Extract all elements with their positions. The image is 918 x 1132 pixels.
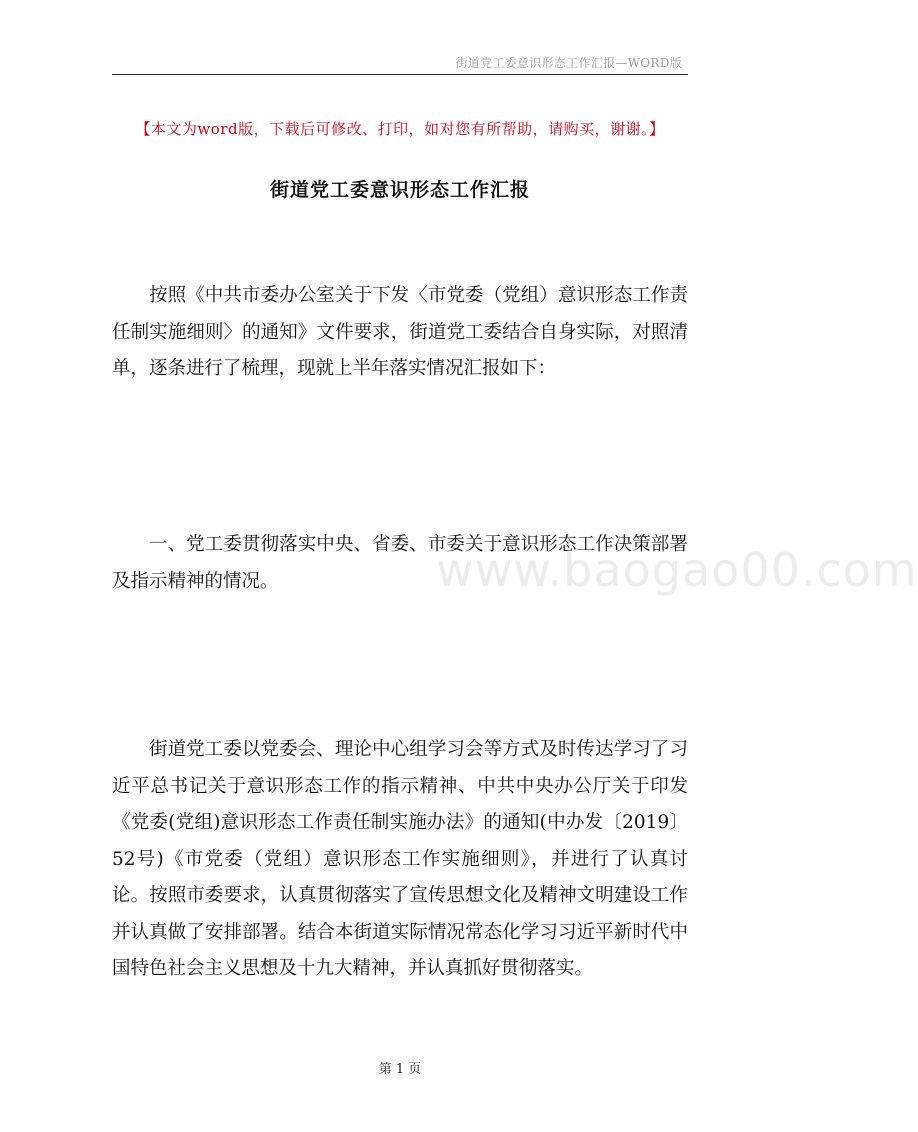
word-version-notice: 【本文为word版，下载后可修改、打印，如对您有所帮助，请购买，谢谢。】 [135, 120, 665, 138]
paragraph-body: 街道党工委以党委会、理论中心组学习会等方式及时传达学习了习近平总书记关于意识形态工作的指示精神、中共中央办公厅关于印发《党委(党组)意识形态工作责任制实施办法》的通知(中办发〔2019〕52号)《市党委（党组）意识形态工作实施细则》，并进行了认真讨论。按照市委要求，认真贯彻落实了宣传思想文化及精神文明建设工作并认真做了安排部署。结合本街道实际情况常态化学习习近平新时代中国特色社会主义思想及十九大精神，并认真抓好贯彻落实。 [112, 739, 688, 979]
section-heading-one: 一、党工委贯彻落实中央、省委、市委关于意识形态工作决策部署及指示精神的情况。 [112, 534, 688, 592]
watermark: www.baogao00.com [436, 543, 918, 597]
running-header: 街道党工委意识形态工作汇报—WORD版 [455, 56, 682, 70]
paragraph-intro: 按照《中共市委办公室关于下发〈市党委（党组）意识形态工作责任制实施细则〉的通知》文件要求，街道党工委结合自身实际，对照清单，逐条进行了梳理，现就上半年落实情况汇报如下： [112, 285, 688, 379]
page-number: 第 1 页 [378, 1062, 422, 1077]
header-divider [112, 74, 688, 75]
document-title: 街道党工委意识形态工作汇报 [269, 179, 530, 201]
